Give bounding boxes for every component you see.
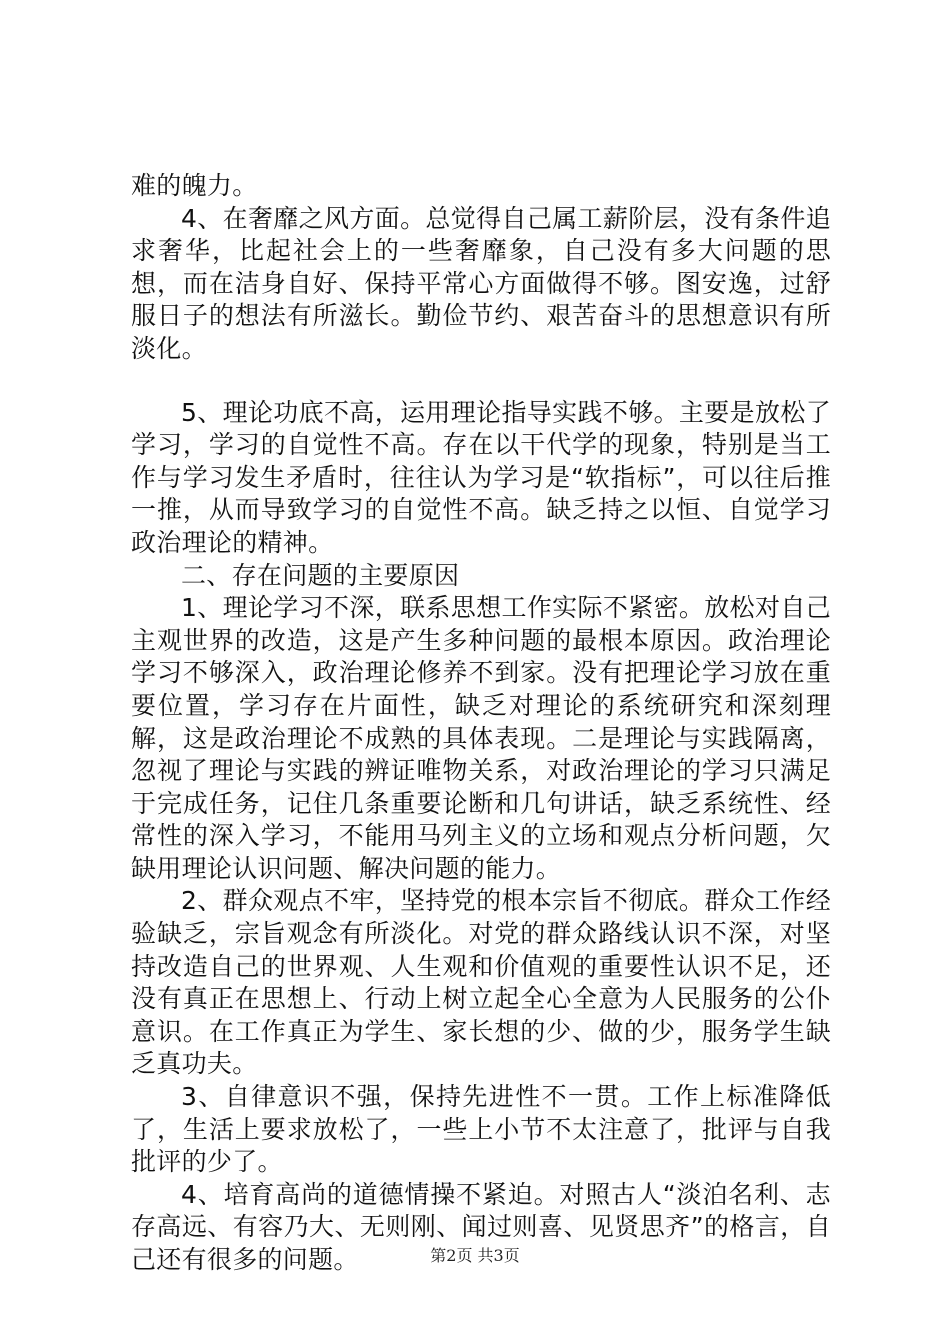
page-number-footer: 第2页 共3页 (430, 1246, 520, 1265)
paragraph-cause-3: 3、自律意识不强，保持先进性不一贯。工作上标准降低了，生活上要求放松了，一些上小节不太注意了，批评与自我批评的少了。 (131, 1082, 831, 1177)
paragraph-cause-1: 1、理论学习不深，联系思想工作实际不紧密。放松对自己主观世界的改造，这是产生多种问题的最根本原因。政治理论学习不够深入，政治理论修养不到家。没有把理论学习放在重要位置，学习存在片面性，缺乏对理论的系统研究和深刻理解，这是政治理论不成熟的具体表现。二是理论与实践隔离，忽视了理论与实践的辨证唯物关系，对政治理论的学习只满足于完成任务，记住几条重要论断和几句讲话，缺乏系统性、经常性的深入学习，不能用马列主义的立场和观点分析问题，欠缺用理论认识问题、解决问题的能力。 (131, 593, 831, 883)
paragraph-theory: 5、理论功底不高，运用理论指导实践不够。主要是放松了学习，学习的自觉性不高。存在以干代学的现象，特别是当工作与学习发生矛盾时，往往认为学习是“软指标”，可以往后推一推，从而导致学习的自觉性不高。缺乏持之以恒、自觉学习政治理论的精神。 (131, 397, 831, 557)
paragraph-cause-4: 4、培育高尚的道德情操不紧迫。对照古人“淡泊名利、志存高远、有容乃大、无则刚、闻过则喜、见贤思齐”的格言，自己还有很多的问题。 (131, 1179, 831, 1274)
document-body (131, 170, 831, 1277)
paragraph-continuation: 难的魄力。 (131, 171, 258, 200)
section-heading-causes: 二、存在问题的主要原因 (181, 560, 460, 590)
paragraph-cause-2: 2、群众观点不牢，坚持党的根本宗旨不彻底。群众工作经验缺乏，宗旨观念有所淡化。对党的群众路线认识不深，对坚持改造自己的世界观、人生观和价值观的重要性认识不足，还没有真正在思想上、行动上树立起全心全意为人民服务的公仆意识。在工作真正为学生、家长想的少、做的少，服务学生缺乏真功夫。 (131, 886, 831, 1079)
paragraph-luxury: 4、在奢靡之风方面。总觉得自己属工薪阶层，没有条件追求奢华，比起社会上的一些奢靡象，自己没有多大问题的思想，而在洁身自好、保持平常心方面做得不够。图安逸，过舒服日子的想法有所滋长。勤俭节约、艰苦奋斗的思想意识有所淡化。 (131, 203, 831, 363)
